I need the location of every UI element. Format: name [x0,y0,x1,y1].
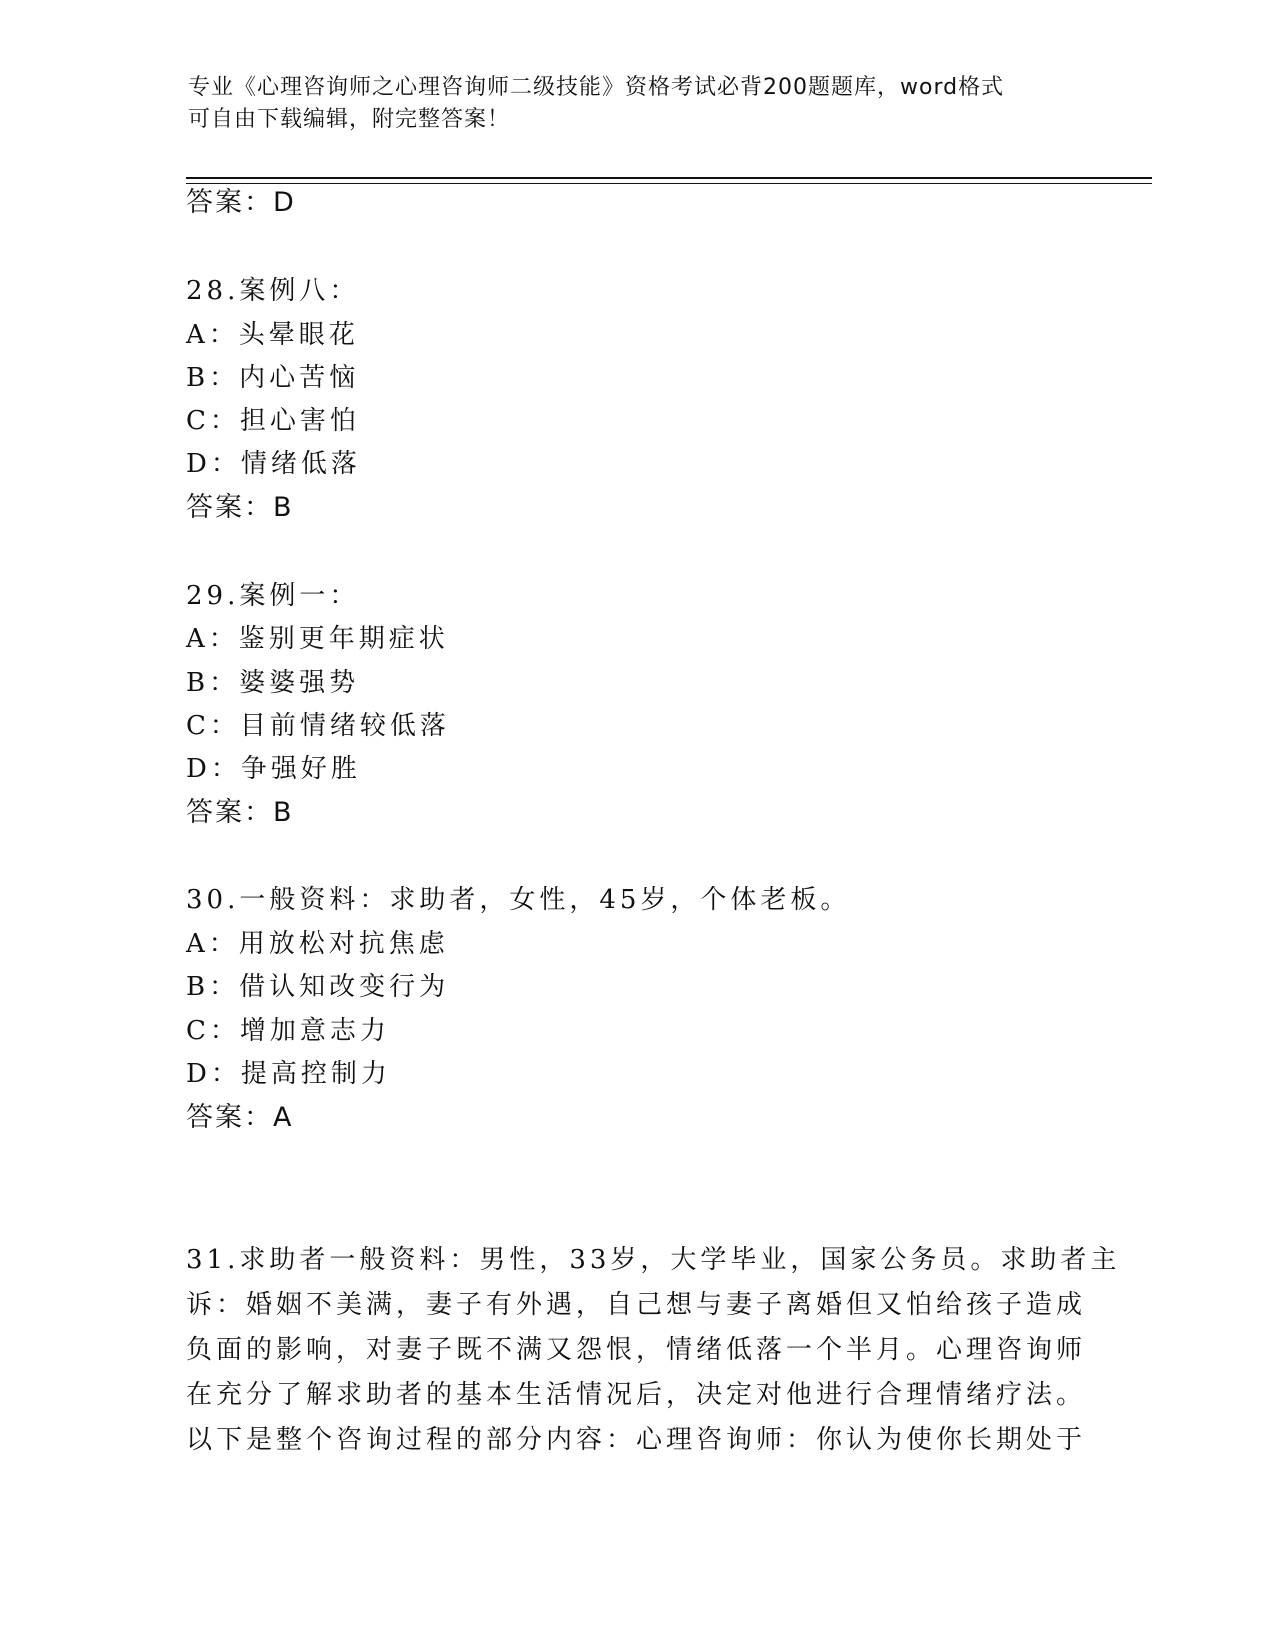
question-30-option-d: D：提高控制力 [186,1059,391,1089]
previous-answer: 答案：D [186,187,296,218]
question-30-title: 30.一般资料：求助者，女性，45岁，个体老板。 [186,885,851,915]
document-header [188,72,1088,136]
question-28-title: 28.案例八： [186,276,360,306]
question-31-line: 在充分了解求助者的基本生活情况后，决定对他进行合理情绪疗法。 [186,1380,1087,1410]
header-line-2: 可自由下载编辑，附完整答案！ [188,107,511,132]
question-31-line: 31.求助者一般资料：男性，33岁，大学毕业，国家公务员。求助者主 [186,1245,1121,1275]
header-line-1: 专业《心理咨询师之心理咨询师二级技能》资格考试必背200题题库，word格式 [188,75,1005,100]
header-rule-thick [186,177,1152,179]
question-31-line: 负面的影响，对妻子既不满又怨恨，情绪低落一个半月。心理咨询师 [186,1335,1087,1365]
question-29-answer: 答案：B [186,797,294,828]
question-30-answer: 答案：A [186,1102,294,1133]
question-28-option-d: D：情绪低落 [186,449,361,479]
question-31-text [186,1238,1121,1463]
question-30-option-c: C：增加意志力 [186,1016,390,1046]
question-29-option-c: C：目前情绪较低落 [186,711,450,741]
question-28-answer: 答案：B [186,492,294,523]
question-29-option-d: D：争强好胜 [186,754,361,784]
question-31-line: 以下是整个咨询过程的部分内容：心理咨询师：你认为使你长期处于 [186,1425,1087,1455]
question-29-option-a: A：鉴别更年期症状 [186,624,449,654]
question-31-line: 诉：婚姻不美满，妻子有外遇，自己想与妻子离婚但又怕给孩子造成 [186,1290,1087,1320]
question-30-option-a: A：用放松对抗焦虑 [186,929,449,959]
question-28-option-a: A：头晕眼花 [186,320,359,350]
question-28-option-b: B：内心苦恼 [186,363,360,393]
question-29-title: 29.案例一： [186,581,360,611]
question-30-option-b: B：借认知改变行为 [186,972,450,1002]
header-rule-thin [186,183,1152,184]
question-29-option-b: B：婆婆强势 [186,668,360,698]
question-28-option-c: C：担心害怕 [186,406,360,436]
